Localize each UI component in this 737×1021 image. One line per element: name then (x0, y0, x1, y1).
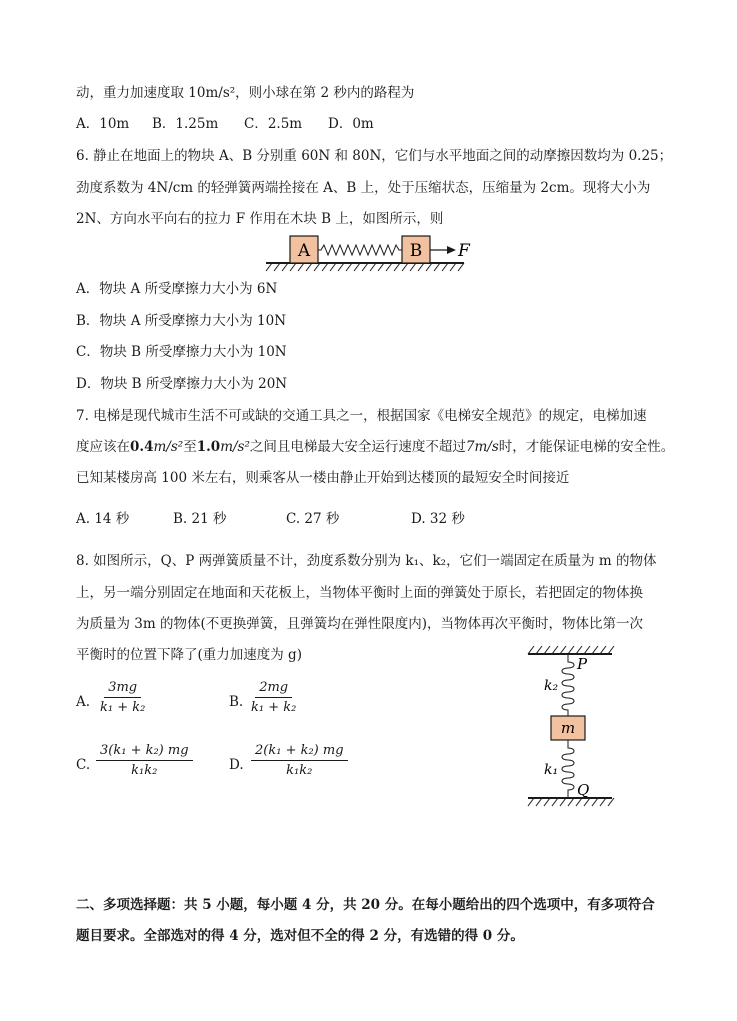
spring-p (562, 654, 574, 716)
q7-unit-1: m/s² (153, 439, 184, 455)
q7-option-c: C. 27 秒 (286, 511, 340, 527)
q5-stem-tail: 动，重力加速度取 10m/s²，则小球在第 2 秒内的路程为 (76, 85, 415, 101)
q8-option-d-label: D. (229, 757, 244, 773)
q8-option-c-numerator: 3(k₁ + k₂) mg (96, 743, 193, 761)
spring-q-label: Q (577, 781, 590, 799)
q8-option-d-fraction (251, 743, 348, 779)
q7-accel-max: 1.0 (196, 439, 221, 455)
block-a-label: A (297, 241, 311, 261)
q7-accel-min: 0.4 (130, 439, 154, 455)
spring-k2-label: k₂ (544, 678, 559, 694)
q6-option-a: A．物块 A 所受摩擦力大小为 6N (76, 281, 278, 297)
ceiling (528, 646, 614, 654)
q6-stem-line-3: 2N、方向水平向右的拉力 F 作用在木块 B 上，如图所示，则 (76, 211, 444, 227)
q7-stem-line-2 (76, 438, 674, 456)
q8-option-b-numerator: 2mg (255, 680, 292, 698)
q6-figure (262, 230, 482, 276)
spring-p-label: P (577, 655, 588, 673)
q8-option-b-label: B. (229, 694, 244, 710)
q7-text-pre: 度应该在 (76, 439, 130, 455)
q7-text-post-1: 之间且电梯最大安全运行速度不超过 (249, 439, 466, 455)
q5-option-b: B．1.25m (152, 116, 219, 132)
q8-stem-line-1: 8. 如图所示，Q、P 两弹簧质量不计，劲度系数分别为 k₁、k₂，它们一端固定在质量为 m 的物体 (76, 553, 657, 569)
q8-stem-line-3: 为质量为 3m 的物体(不更换弹簧，且弹簧均在弹性限度内)，当物体再次平衡时，物体比第一次 (76, 616, 644, 632)
mass-label: m (560, 719, 576, 737)
q6-option-d: D．物块 B 所受摩擦力大小为 20N (76, 376, 288, 392)
q8-stem-line-4: 平衡时的位置下降了(重力加速度为 g) (76, 647, 302, 663)
q7-stem-line-1: 7. 电梯是现代城市生活不可或缺的交通工具之一，根据国家《电梯安全规范》的规定，电梯加速 (76, 408, 647, 424)
spring-k1-label: k₁ (544, 762, 559, 778)
force-label: F (458, 241, 470, 261)
q6-option-c: C．物块 B 所受摩擦力大小为 10N (76, 344, 287, 360)
q8-option-d-numerator: 2(k₁ + k₂) mg (251, 743, 348, 761)
spring-ab (318, 245, 402, 255)
q8-option-c-label: C. (76, 757, 91, 773)
q7-text-post-2: 时，才能保证电梯的安全性。 (498, 439, 675, 455)
section-2-heading-line-2: 题目要求。全部选对的得 4 分，选对但不全的得 2 分，有选错的得 0 分。 (76, 928, 524, 944)
q8-option-d-denominator: k₁k₂ (286, 763, 313, 778)
q7-speed-max: 7m/s (465, 439, 499, 455)
q8-option-a-label: A. (76, 694, 91, 710)
ground (528, 798, 614, 806)
q7-option-a: A. 14 秒 (76, 511, 130, 527)
q8-option-b-fraction (251, 680, 296, 716)
q8-stem-line-2: 上，另一端分别固定在地面和天花板上，当物体平衡时上面的弹簧处于原长，若把固定的物体换 (76, 585, 643, 601)
q5-option-d: D．0m (328, 116, 374, 132)
q5-option-a: A．10m (76, 116, 130, 132)
q6-option-b: B．物块 A 所受摩擦力大小为 10N (76, 313, 287, 329)
block-b-label: B (409, 241, 423, 261)
q8-option-b-denominator: k₁ + k₂ (251, 700, 297, 715)
spring-q (562, 740, 574, 798)
q7-text-mid: 至 (183, 439, 197, 455)
section-2-heading-line-1: 二、多项选择题：共 5 小题，每小题 4 分，共 20 分。在每小题给出的四个选项中，有多项符合 (76, 897, 655, 913)
q7-unit-2: m/s² (220, 439, 250, 455)
q8-option-c-fraction (96, 743, 193, 779)
q7-stem-line-3: 已知某楼房高 100 米左右，则乘客从一楼由静止开始到达楼顶的最短安全时间接近 (76, 470, 570, 486)
q8-option-a-fraction (100, 680, 145, 716)
q6-stem-line-2: 劲度系数为 4N/cm 的轻弹簧两端拴接在 A、B 上，处于压缩状态，压缩量为 2cm。现将大小为 (76, 180, 651, 196)
q7-option-d: D. 32 秒 (411, 511, 465, 527)
q5-option-c: C．2.5m (244, 116, 303, 132)
q6-stem-line-1: 6. 静止在地面上的物块 A、B 分别重 60N 和 80N，它们与水平地面之间的动摩擦因数均为 0.25； (76, 148, 673, 164)
q7-option-b: B. 21 秒 (173, 511, 227, 527)
q8-option-a-numerator: 3mg (104, 680, 141, 698)
q8-option-c-denominator: k₁k₂ (131, 763, 158, 778)
q8-option-a-denominator: k₁ + k₂ (100, 700, 146, 715)
force-arrowhead (447, 246, 456, 254)
q8-figure (520, 642, 620, 814)
